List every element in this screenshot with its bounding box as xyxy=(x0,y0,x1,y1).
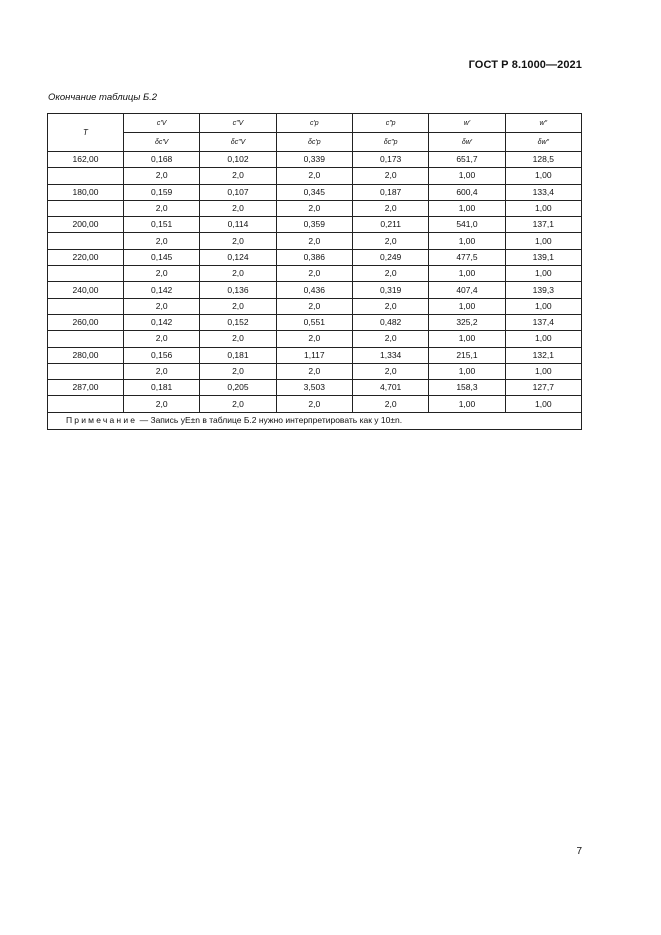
cell-temperature: 287,00 xyxy=(48,380,124,396)
cell-uncertainty: 2,0 xyxy=(352,331,428,347)
table-note xyxy=(48,412,582,429)
table-row-values xyxy=(48,347,582,363)
cell-value: 0,211 xyxy=(352,217,428,233)
cell-value: 0,156 xyxy=(124,347,200,363)
table-body xyxy=(48,152,582,413)
cell-empty xyxy=(48,298,124,314)
cell-uncertainty: 2,0 xyxy=(200,396,276,412)
cell-value: 651,7 xyxy=(429,152,505,168)
cell-value: 3,503 xyxy=(276,380,352,396)
cell-value: 0,181 xyxy=(124,380,200,396)
cell-value: 215,1 xyxy=(429,347,505,363)
col-header-symbol: c′p xyxy=(276,114,352,133)
table-row-values xyxy=(48,184,582,200)
cell-uncertainty: 2,0 xyxy=(276,396,352,412)
table-row-uncertainty xyxy=(48,363,582,379)
cell-uncertainty: 1,00 xyxy=(429,200,505,216)
cell-temperature: 180,00 xyxy=(48,184,124,200)
table-row-uncertainty xyxy=(48,331,582,347)
cell-value: 600,4 xyxy=(429,184,505,200)
cell-value: 0,102 xyxy=(200,152,276,168)
cell-uncertainty: 2,0 xyxy=(124,266,200,282)
cell-temperature: 280,00 xyxy=(48,347,124,363)
cell-empty xyxy=(48,233,124,249)
cell-uncertainty: 1,00 xyxy=(505,298,581,314)
cell-value: 139,1 xyxy=(505,249,581,265)
note-row xyxy=(48,412,582,429)
cell-value: 137,4 xyxy=(505,314,581,330)
cell-value: 0,173 xyxy=(352,152,428,168)
note-text: — Запись yE±n в таблице Б.2 нужно интерпретировать как y 10±n. xyxy=(139,415,403,426)
cell-value: 128,5 xyxy=(505,152,581,168)
cell-value: 0,319 xyxy=(352,282,428,298)
cell-uncertainty: 2,0 xyxy=(276,233,352,249)
col-header-symbol: w″ xyxy=(505,114,581,133)
col-header-uncertainty: δc′V xyxy=(124,133,200,152)
cell-value: 0,124 xyxy=(200,249,276,265)
cell-uncertainty: 2,0 xyxy=(200,200,276,216)
cell-uncertainty: 1,00 xyxy=(429,331,505,347)
table-row-values xyxy=(48,314,582,330)
cell-value: 158,3 xyxy=(429,380,505,396)
cell-uncertainty: 1,00 xyxy=(505,200,581,216)
table-row-uncertainty xyxy=(48,233,582,249)
document-code: ГОСТ Р 8.1000—2021 xyxy=(468,59,582,71)
col-header-uncertainty: δw″ xyxy=(505,133,581,152)
cell-uncertainty: 2,0 xyxy=(352,233,428,249)
table-row-values xyxy=(48,380,582,396)
cell-uncertainty: 2,0 xyxy=(276,298,352,314)
cell-value: 0,151 xyxy=(124,217,200,233)
cell-value: 0,482 xyxy=(352,314,428,330)
cell-value: 407,4 xyxy=(429,282,505,298)
cell-uncertainty: 2,0 xyxy=(352,266,428,282)
col-header-uncertainty: δc″p xyxy=(352,133,428,152)
cell-value: 0,136 xyxy=(200,282,276,298)
cell-value: 0,339 xyxy=(276,152,352,168)
cell-value: 0,205 xyxy=(200,380,276,396)
cell-value: 0,187 xyxy=(352,184,428,200)
table-row-values xyxy=(48,152,582,168)
cell-uncertainty: 1,00 xyxy=(505,331,581,347)
cell-uncertainty: 1,00 xyxy=(505,266,581,282)
cell-uncertainty: 2,0 xyxy=(276,266,352,282)
cell-uncertainty: 1,00 xyxy=(429,233,505,249)
cell-value: 0,436 xyxy=(276,282,352,298)
note-label: Примечание xyxy=(66,415,138,426)
cell-empty xyxy=(48,266,124,282)
cell-value: 127,7 xyxy=(505,380,581,396)
cell-temperature: 260,00 xyxy=(48,314,124,330)
cell-uncertainty: 2,0 xyxy=(276,331,352,347)
cell-temperature: 200,00 xyxy=(48,217,124,233)
cell-value: 137,1 xyxy=(505,217,581,233)
table-row-values xyxy=(48,217,582,233)
cell-uncertainty: 2,0 xyxy=(124,298,200,314)
cell-temperature: 162,00 xyxy=(48,152,124,168)
cell-value: 1,117 xyxy=(276,347,352,363)
col-header-symbol: w′ xyxy=(429,114,505,133)
cell-uncertainty: 2,0 xyxy=(124,396,200,412)
cell-value: 0,159 xyxy=(124,184,200,200)
cell-uncertainty: 1,00 xyxy=(505,168,581,184)
table-row-uncertainty xyxy=(48,200,582,216)
cell-uncertainty: 2,0 xyxy=(276,200,352,216)
table-row-values xyxy=(48,282,582,298)
table-foot xyxy=(48,412,582,429)
table-head xyxy=(48,114,582,152)
cell-uncertainty: 2,0 xyxy=(124,363,200,379)
col-header-t: T xyxy=(48,114,124,152)
cell-value: 0,114 xyxy=(200,217,276,233)
table-row-uncertainty xyxy=(48,168,582,184)
cell-uncertainty: 1,00 xyxy=(429,266,505,282)
cell-value: 1,334 xyxy=(352,347,428,363)
cell-uncertainty: 1,00 xyxy=(429,363,505,379)
cell-uncertainty: 2,0 xyxy=(276,168,352,184)
cell-value: 0,152 xyxy=(200,314,276,330)
cell-empty xyxy=(48,168,124,184)
col-header-uncertainty: δw′ xyxy=(429,133,505,152)
col-header-symbol: c″p xyxy=(352,114,428,133)
cell-uncertainty: 1,00 xyxy=(429,298,505,314)
cell-uncertainty: 2,0 xyxy=(352,200,428,216)
page-number: 7 xyxy=(576,846,582,857)
cell-empty xyxy=(48,331,124,347)
cell-uncertainty: 1,00 xyxy=(429,396,505,412)
cell-value: 132,1 xyxy=(505,347,581,363)
cell-empty xyxy=(48,396,124,412)
col-header-uncertainty: δc′p xyxy=(276,133,352,152)
cell-uncertainty: 2,0 xyxy=(200,363,276,379)
cell-value: 0,181 xyxy=(200,347,276,363)
cell-value: 0,145 xyxy=(124,249,200,265)
cell-value: 0,142 xyxy=(124,282,200,298)
table-row-uncertainty xyxy=(48,298,582,314)
cell-value: 0,249 xyxy=(352,249,428,265)
cell-uncertainty: 1,00 xyxy=(505,233,581,249)
cell-value: 325,2 xyxy=(429,314,505,330)
cell-value: 0,345 xyxy=(276,184,352,200)
cell-temperature: 220,00 xyxy=(48,249,124,265)
data-table xyxy=(47,113,582,430)
cell-uncertainty: 2,0 xyxy=(352,396,428,412)
cell-empty xyxy=(48,363,124,379)
cell-temperature: 240,00 xyxy=(48,282,124,298)
cell-uncertainty: 2,0 xyxy=(200,233,276,249)
col-header-uncertainty: δc″V xyxy=(200,133,276,152)
cell-value: 0,168 xyxy=(124,152,200,168)
cell-value: 0,551 xyxy=(276,314,352,330)
col-header-symbol: c′V xyxy=(124,114,200,133)
cell-value: 0,107 xyxy=(200,184,276,200)
col-header-symbol: c″V xyxy=(200,114,276,133)
table-row-values xyxy=(48,249,582,265)
cell-value: 0,142 xyxy=(124,314,200,330)
cell-uncertainty: 2,0 xyxy=(352,298,428,314)
cell-empty xyxy=(48,200,124,216)
cell-uncertainty: 2,0 xyxy=(352,168,428,184)
table-row-uncertainty xyxy=(48,266,582,282)
cell-uncertainty: 2,0 xyxy=(124,168,200,184)
header-row-uncertainties xyxy=(48,133,582,152)
header-row-symbols xyxy=(48,114,582,133)
cell-uncertainty: 2,0 xyxy=(124,200,200,216)
cell-uncertainty: 2,0 xyxy=(200,298,276,314)
cell-uncertainty: 1,00 xyxy=(505,363,581,379)
cell-uncertainty: 1,00 xyxy=(429,168,505,184)
cell-uncertainty: 2,0 xyxy=(352,363,428,379)
cell-uncertainty: 2,0 xyxy=(200,331,276,347)
cell-uncertainty: 2,0 xyxy=(124,233,200,249)
cell-value: 133,4 xyxy=(505,184,581,200)
cell-uncertainty: 1,00 xyxy=(505,396,581,412)
cell-uncertainty: 2,0 xyxy=(124,331,200,347)
cell-value: 139,3 xyxy=(505,282,581,298)
table-caption: Окончание таблицы Б.2 xyxy=(48,92,158,103)
cell-uncertainty: 2,0 xyxy=(200,266,276,282)
cell-uncertainty: 2,0 xyxy=(200,168,276,184)
cell-value: 0,386 xyxy=(276,249,352,265)
cell-value: 4,701 xyxy=(352,380,428,396)
table-row-uncertainty xyxy=(48,396,582,412)
cell-value: 477,5 xyxy=(429,249,505,265)
cell-uncertainty: 2,0 xyxy=(276,363,352,379)
cell-value: 541,0 xyxy=(429,217,505,233)
cell-value: 0,359 xyxy=(276,217,352,233)
